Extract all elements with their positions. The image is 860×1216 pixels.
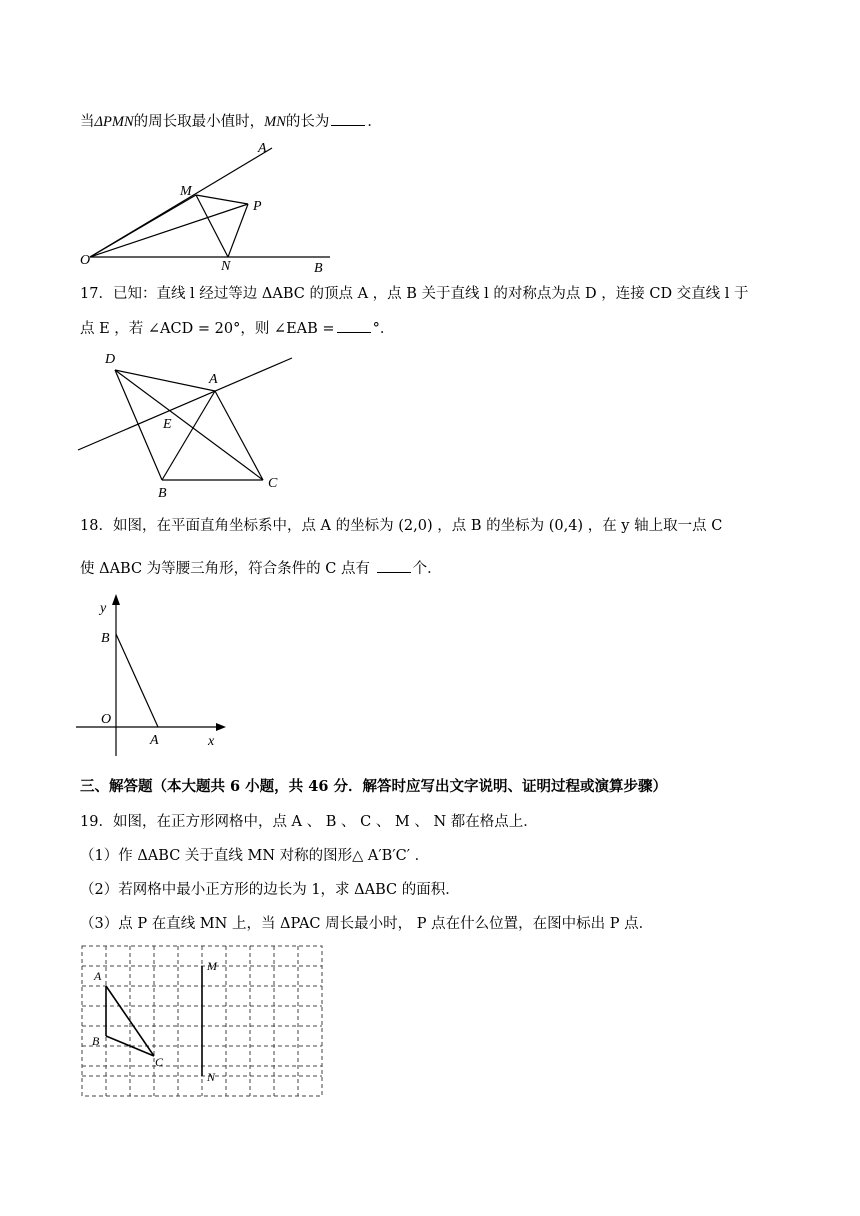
q19-part3: （3）点 P 在直线 MN 上，当 ΔPAC 周长最小时， P 点在什么位置，在图中标出 P 点． <box>80 916 654 932</box>
q18-label-x: x <box>208 734 215 749</box>
q16-label-A: A <box>258 141 267 156</box>
q19-part1: （1）作 ΔABC 关于直线 MN 对称的图形△ A′B′C′ ． <box>80 848 430 864</box>
q16-label-N: N <box>221 259 231 274</box>
q17-label-B: B <box>158 486 167 501</box>
q17-line1: 17．已知：直线 l 经过等边 ΔABC 的顶点 A ，点 B 关于直线 l 的对称点为点 D ，连接 CD 交直线 l 于 <box>80 286 749 302</box>
q17-line2: 点 E ，若 ∠ACD = 20°，则 ∠EAB = °． <box>80 318 394 339</box>
q16-label-M: M <box>180 184 192 199</box>
q19-label-N: N <box>207 1070 216 1084</box>
q16-label-B: B <box>314 261 323 276</box>
q17-label-D: D <box>105 352 116 367</box>
q18-line2: 使 ΔABC 为等腰三角形，符合条件的 C 点有 个． <box>80 558 442 579</box>
q19-label-M: M <box>207 959 217 973</box>
q19-label-A: A <box>94 969 102 983</box>
q16-label-O: O <box>80 253 91 268</box>
q17-label-E: E <box>163 417 172 432</box>
q18-label-B: B <box>101 631 110 646</box>
q17-label-A: A <box>209 372 218 387</box>
q19-label-C: C <box>155 1055 164 1069</box>
q19-label-B: B <box>92 1034 100 1048</box>
q19-part2: （2）若网格中最小正方形的边长为 1，求 ΔABC 的面积． <box>80 882 460 898</box>
q17-label-C: C <box>268 476 278 491</box>
q18-label-y: y <box>100 601 107 616</box>
q18-line1: 18．如图，在平面直角坐标系中，点 A 的坐标为 (2,0) ，点 B 的坐标为 (0,4) ，在 y 轴上取一点 C <box>80 518 723 534</box>
q16-label-P: P <box>253 199 262 214</box>
q18-label-O: O <box>101 712 112 727</box>
q19-line1: 19．如图，在正方形网格中，点 A 、 B 、 C 、 M 、 N 都在格点上． <box>80 814 538 830</box>
q18-label-A: A <box>150 733 159 748</box>
section-heading: 三、解答题（本大题共 6 小题，共 46 分．解答时应写出文字说明、证明过程或演算步骤） <box>80 778 667 795</box>
q16-text: 当ΔPMN的周长取最小值时，MN的长为 ． <box>80 111 382 132</box>
